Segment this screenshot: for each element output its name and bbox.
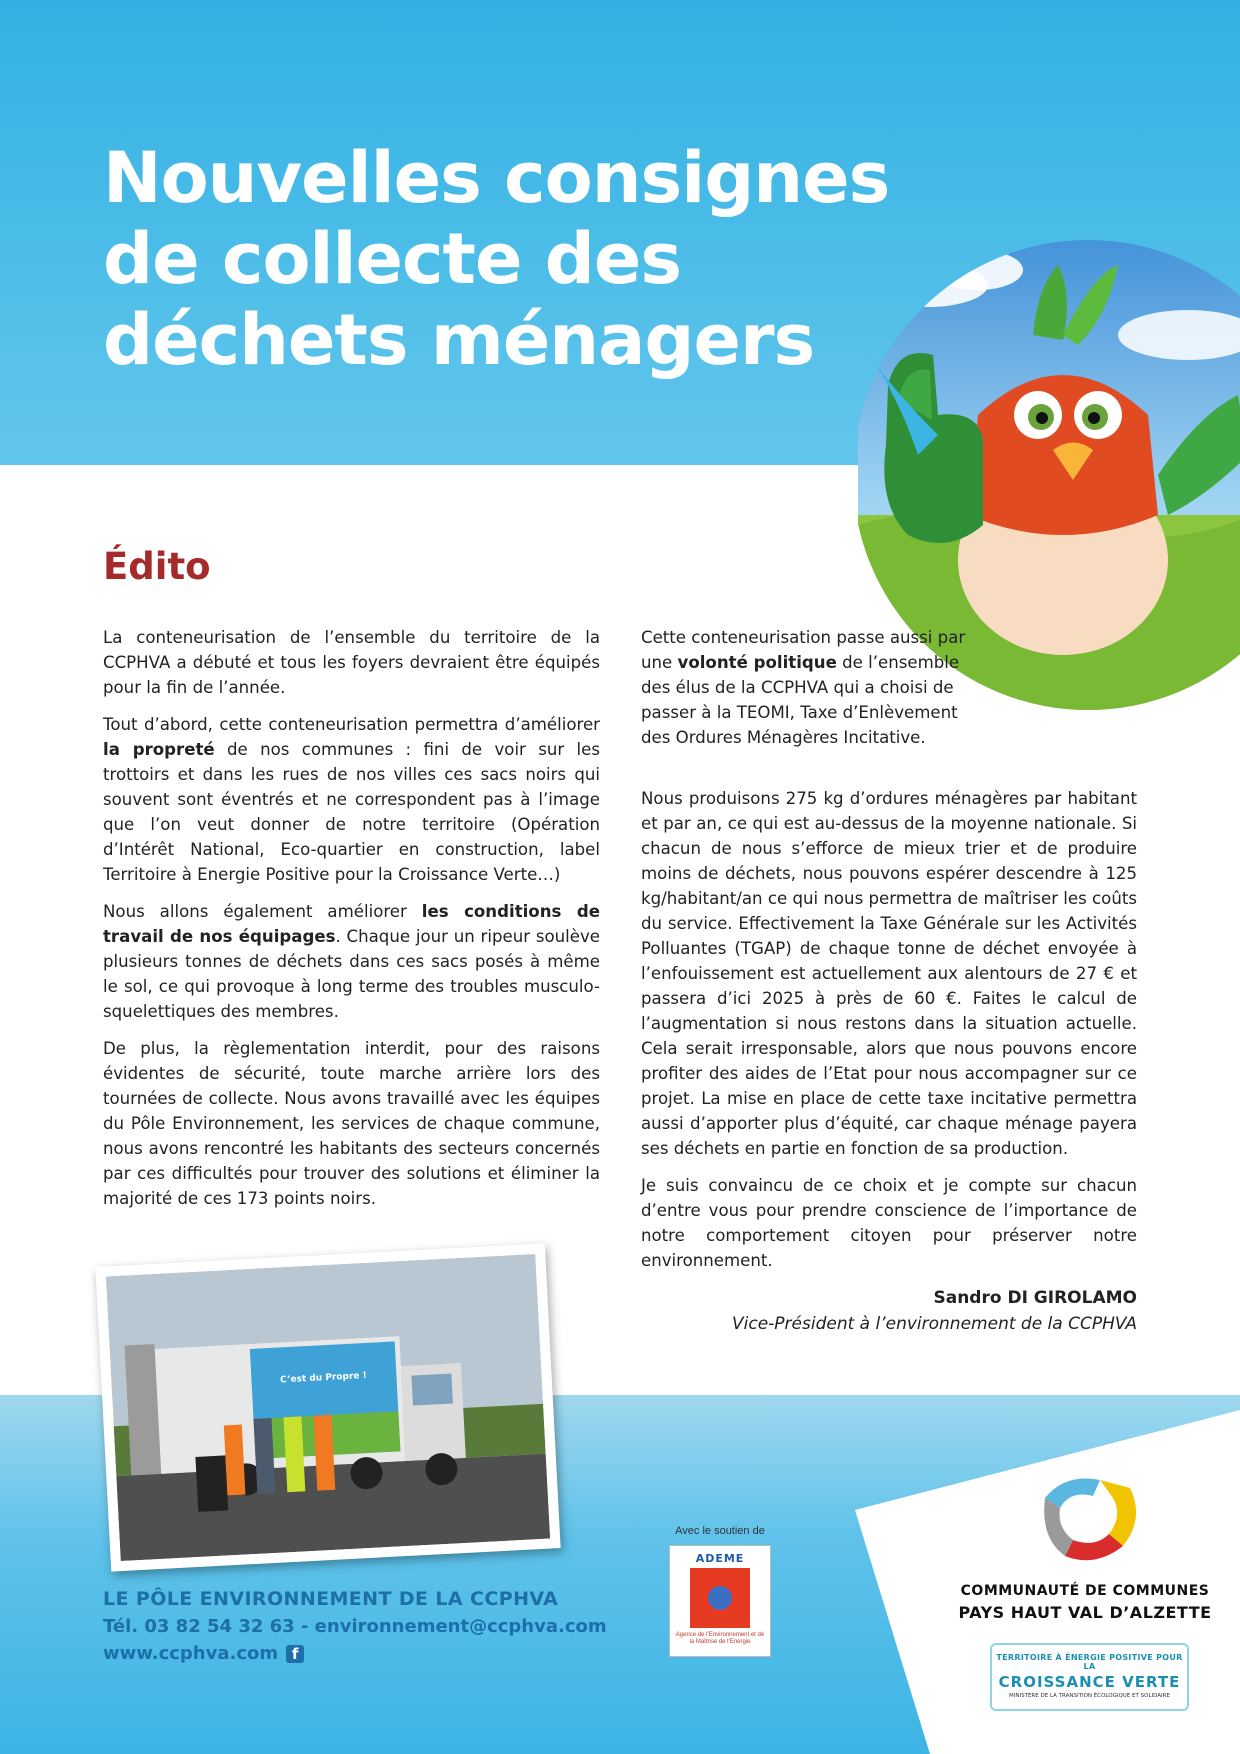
title-line-2: de collecte des [103, 218, 682, 300]
title-line-1: Nouvelles consignes [103, 137, 890, 219]
paragraph-text: Cette conteneurisation passe aussi par une [641, 628, 966, 672]
edito-right-intro [641, 625, 991, 762]
community-line-1: COMMUNAUTÉ DE COMMUNES [960, 1583, 1210, 1599]
paragraph-text: . Chaque jour un ripeur soulève plusieurs tonnes de déchets dans ces sacs posés à même le sol, ce qui provoque à long terme des troubles musculo-squelettiques des membres. [103, 927, 600, 1021]
ademe-caption: Agence de l’Environnement et de la Maîtrise de l’Energie [675, 1632, 765, 1645]
ademe-globe-icon [708, 1586, 732, 1610]
ademe-wordmark: ADEME [695, 1552, 745, 1565]
tepcv-line-1: TERRITOIRE À ÉNERGIE POSITIVE POUR LA [996, 1653, 1183, 1671]
paragraph-text: Tout d’abord, cette conteneurisation permettra d’améliorer [103, 715, 600, 734]
contact-phone-email[interactable]: Tél. 03 82 54 32 63 - environnement@ccphva.com [103, 1616, 607, 1637]
contact-website-row [103, 1640, 607, 1667]
paragraph-bold-text: la propreté [103, 740, 215, 759]
paragraph-text: La conteneurisation de l’ensemble du territoire de la CCPHVA a débuté et tous les foyers devraient être équipés pour la fin de l’année. [103, 628, 600, 697]
page-title [103, 138, 923, 381]
signature-name: Sandro DI GIROLAMO [933, 1288, 1137, 1308]
signature-block [641, 1285, 1137, 1337]
paragraph-text: de l’ensemble des élus de la CCPHVA qui a choisi de passer à la TEOMI, Taxe d’Enlèvement des Ordures Ménagères Incitative. [641, 653, 960, 747]
left-paragraph-2 [103, 712, 600, 887]
contact-block [103, 1586, 607, 1667]
paragraph-text: Nous allons également améliorer [103, 902, 422, 921]
title-line-3: déchets ménagers [103, 299, 815, 381]
paragraph-text: de nos communes : fini de voir sur les trottoirs et dans les rues de nos villes ces sacs noirs qui souvent sont éventrés et ne correspondent pas à l’image que l’on veut donner de notre territoire (Opération d’Intérêt National, Eco-quartier en construction, label Territoire à Energie Positive pour la Croissance Verte…) [103, 740, 600, 884]
community-line-2: PAYS HAUT VAL D’ALZETTE [958, 1603, 1212, 1622]
paragraph-bold-text: les conditions de travail de nos équipages [103, 902, 600, 946]
support-label: Avec le soutien de [675, 1525, 765, 1537]
left-paragraph-3 [103, 899, 600, 1024]
community-name [950, 1580, 1220, 1624]
tepcv-line-3: MINISTÈRE DE LA TRANSITION ÉCOLOGIQUE ET SOLIDAIRE [1009, 1693, 1170, 1699]
ademe-logo [669, 1545, 771, 1657]
tepcv-line-2: CROISSANCE VERTE [998, 1673, 1181, 1691]
truck-panel-text: C’est du Propre ! [279, 1370, 368, 1386]
paragraph-text: De plus, la règlementation interdit, pour des raisons évidentes de sécurité, toute marche arrière lors des tournées de collecte. Nous avons travaillé avec les équipes du Pôle Environnement, les services de chaque commune, nous avons rencontré les habitants des secteurs concernés par ces difficultés pour trouver des solutions et éliminer la majorité de ces 173 points noirs. [103, 1039, 600, 1208]
contact-website[interactable]: www.ccphva.com [103, 1643, 279, 1664]
right-paragraph-1: Nous produisons 275 kg d’ordures ménagères par habitant et par an, ce qui est au-dessus de la moyenne nationale. Si chacun de nous s’efforce de mieux trier et de produire moins de déchets, nous pouvons espérer descendre à 125 kg/habitant/an ce qui nous permettra de maîtriser les coûts du service. Effectivement la Taxe Générale sur les Activités Polluantes (TGAP) de chaque tonne de déchet envoyée à l’enfouissement est actuellement aux alentours de 27 € et passera d’ici 2025 à près de 60 €. Faites le calcul de l’augmentation si nous restons dans la situation actuelle. Cela serait irresponsable, alors que nous pouvons encore profiter des aides de l’Etat pour nous accompagner sur ce projet. La mise en place de cette taxe incitative permettra aussi d’apporter plus d’équité, car chaque ménage payera ses déchets en partie en fonction de sa production. [641, 789, 1137, 1158]
truck-photo-frame [95, 1243, 560, 1571]
tepcv-badge [990, 1643, 1189, 1711]
paragraph-bold-text: volonté politique [677, 653, 837, 672]
edito-right-column [641, 786, 1137, 1285]
edito-left-column [103, 625, 600, 1223]
support-block [655, 1525, 785, 1657]
edito-heading: Édito [103, 545, 211, 588]
garbage-truck-photo [106, 1254, 550, 1561]
facebook-icon[interactable]: f [286, 1645, 304, 1663]
right-intro-paragraph [641, 625, 991, 750]
left-paragraph-4 [103, 1036, 600, 1211]
signature-role: Vice-Président à l’environnement de la CCPHVA [732, 1314, 1137, 1334]
right-paragraph-2: Je suis convaincu de ce choix et je compte sur chacun d’entre vous pour prendre conscience de l’importance de notre comportement citoyen pour préserver notre environnement. [641, 1176, 1137, 1270]
ccphva-logo-icon [1035, 1468, 1145, 1568]
left-paragraph-1 [103, 625, 600, 700]
contact-heading: LE PÔLE ENVIRONNEMENT DE LA CCPHVA [103, 1588, 559, 1610]
